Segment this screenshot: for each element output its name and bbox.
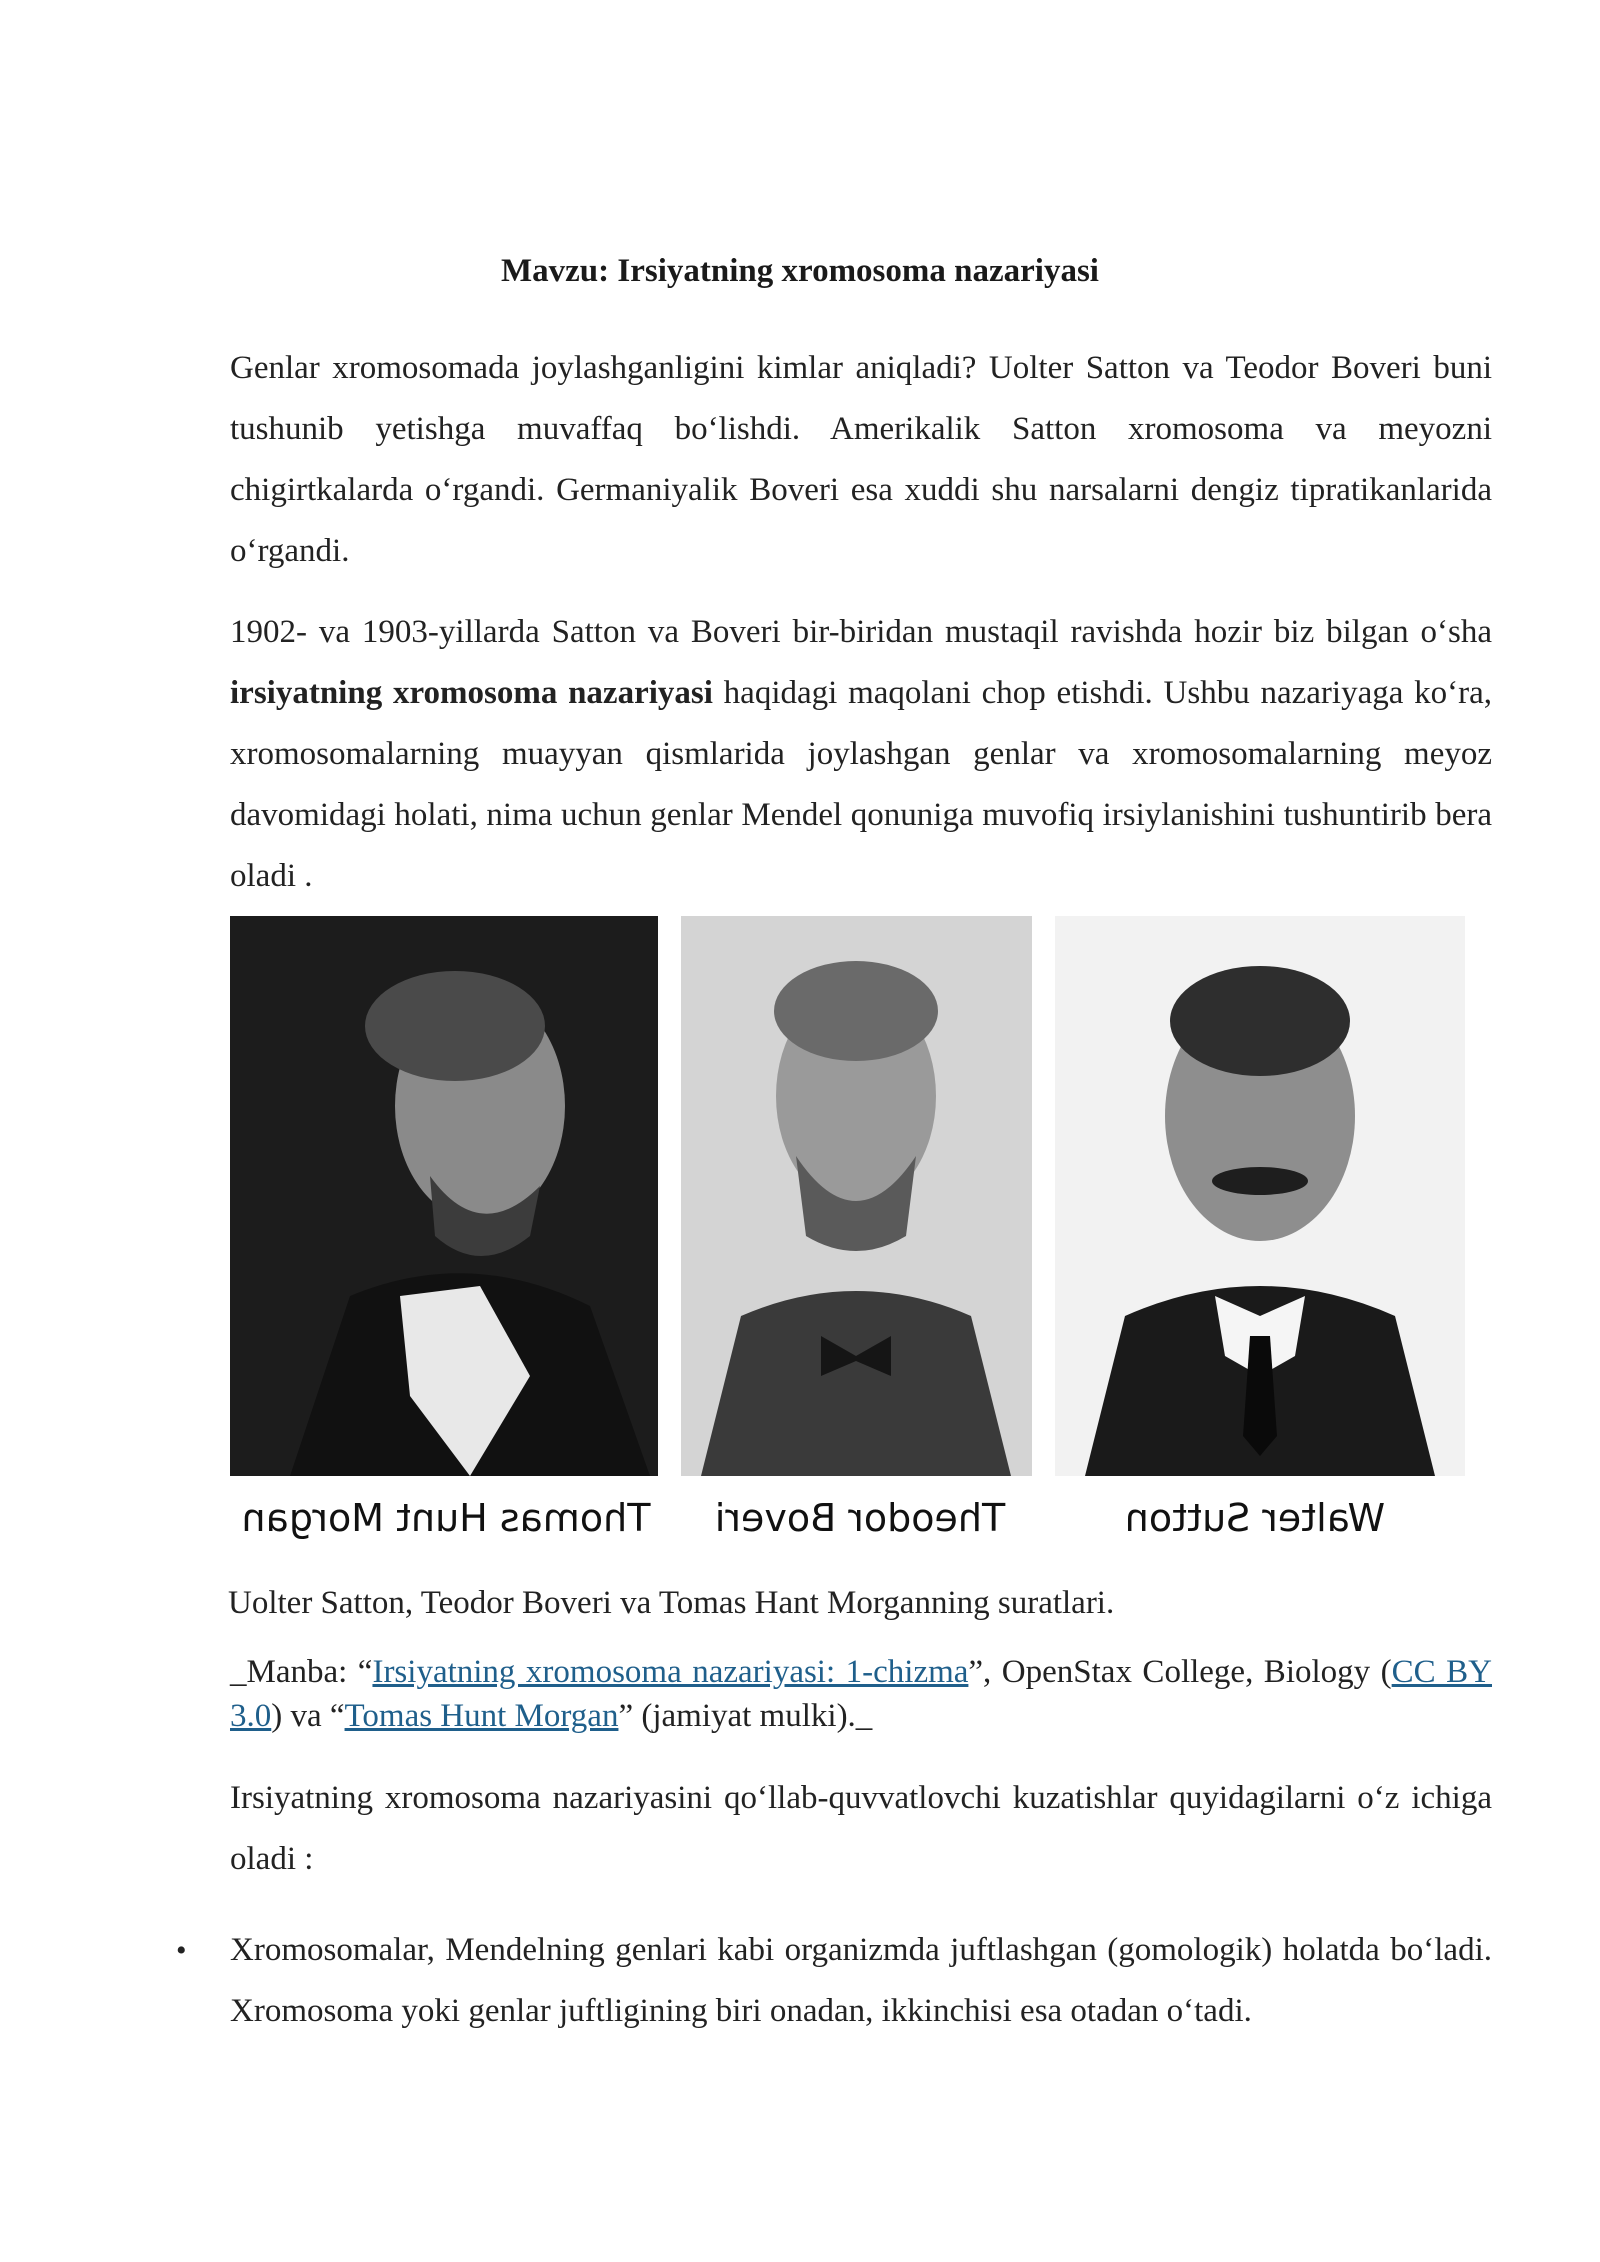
source-suffix: ” (jamiyat mulki)._ (618, 1698, 873, 1734)
figure-caption: Uolter Satton, Teodor Boveri va Tomas Hant Morganning suratlari. (228, 1585, 1115, 1621)
theory-bold-term: irsiyatning xromosoma nazariyasi (230, 675, 713, 711)
boveri-portrait (681, 916, 1032, 1476)
source-link-license[interactable]: CC BY 3.0 (230, 1654, 1492, 1734)
sutton-label: Walter Sutton (1124, 1496, 1386, 1540)
bullet-icon: • (176, 1934, 187, 1967)
list-item (170, 1920, 1492, 2042)
source-prefix: _Manba: “ (230, 1654, 373, 1690)
observations-list (170, 1920, 1492, 2042)
source-link-chart[interactable]: Irsiyatning xromosoma nazariyasi: 1-chizma (372, 1654, 969, 1690)
page-title: Mavzu: Irsiyatning xromosoma nazariyasi (501, 253, 1099, 289)
source-middle-1: ”, OpenStax College, Biology ( (968, 1654, 1392, 1690)
list-item-text: Xromosomalar, Mendelning genlari kabi organizmda juftlashgan (gomologik) holatda bo‘ladi. Xromosoma yoki genlar juftligining biri onadan, ikkinchisi esa otadan o‘tadi. (230, 1932, 1492, 2029)
sutton-portrait (1055, 916, 1465, 1476)
morgan-portrait (230, 916, 658, 1476)
boveri-label: Theodor Boveri (714, 1496, 1006, 1540)
morgan-label: Thomas Hunt Morgan (241, 1496, 651, 1540)
source-middle-2: ) va “ (271, 1698, 345, 1734)
source-link-morgan[interactable]: Tomas Hunt Morgan (344, 1698, 619, 1734)
observations-paragraph: Irsiyatning xromosoma nazariyasini qo‘llab-quvvatlovchi kuzatishlar quyidagilarni o‘z ichiga oladi : (230, 1780, 1492, 1877)
theory-text-end: haqidagi maqolani chop etishdi. Ushbu nazariyaga ko‘ra, xromosomalarning muayyan qismlarida joylashgan genlar va xromosomalarning meyoz davomidagi holati, nima uchun genlar Mendel qonuniga muvofiq irsiylanishini tushuntirib bera oladi . (230, 675, 1493, 894)
theory-text-start: 1902- va 1903-yillarda Satton va Boveri bir-biridan mustaqil ravishda hozir biz bilgan o‘sha (230, 614, 1492, 650)
scientists-figure (230, 916, 1465, 1546)
intro-paragraph: Genlar xromosomada joylashganligini kimlar aniqladi? Uolter Satton va Teodor Boveri buni tushunib yetishga muvaffaq bo‘lishdi. Amerikalik Satton xromosoma va meyozni chigirtkalarda o‘rgandi. Germaniyalik Boveri esa xuddi shu narsalarni dengiz tipratikanlarida o‘rgandi. (230, 350, 1492, 569)
theory-paragraph (230, 602, 1492, 907)
figure-source (230, 1650, 1492, 1738)
